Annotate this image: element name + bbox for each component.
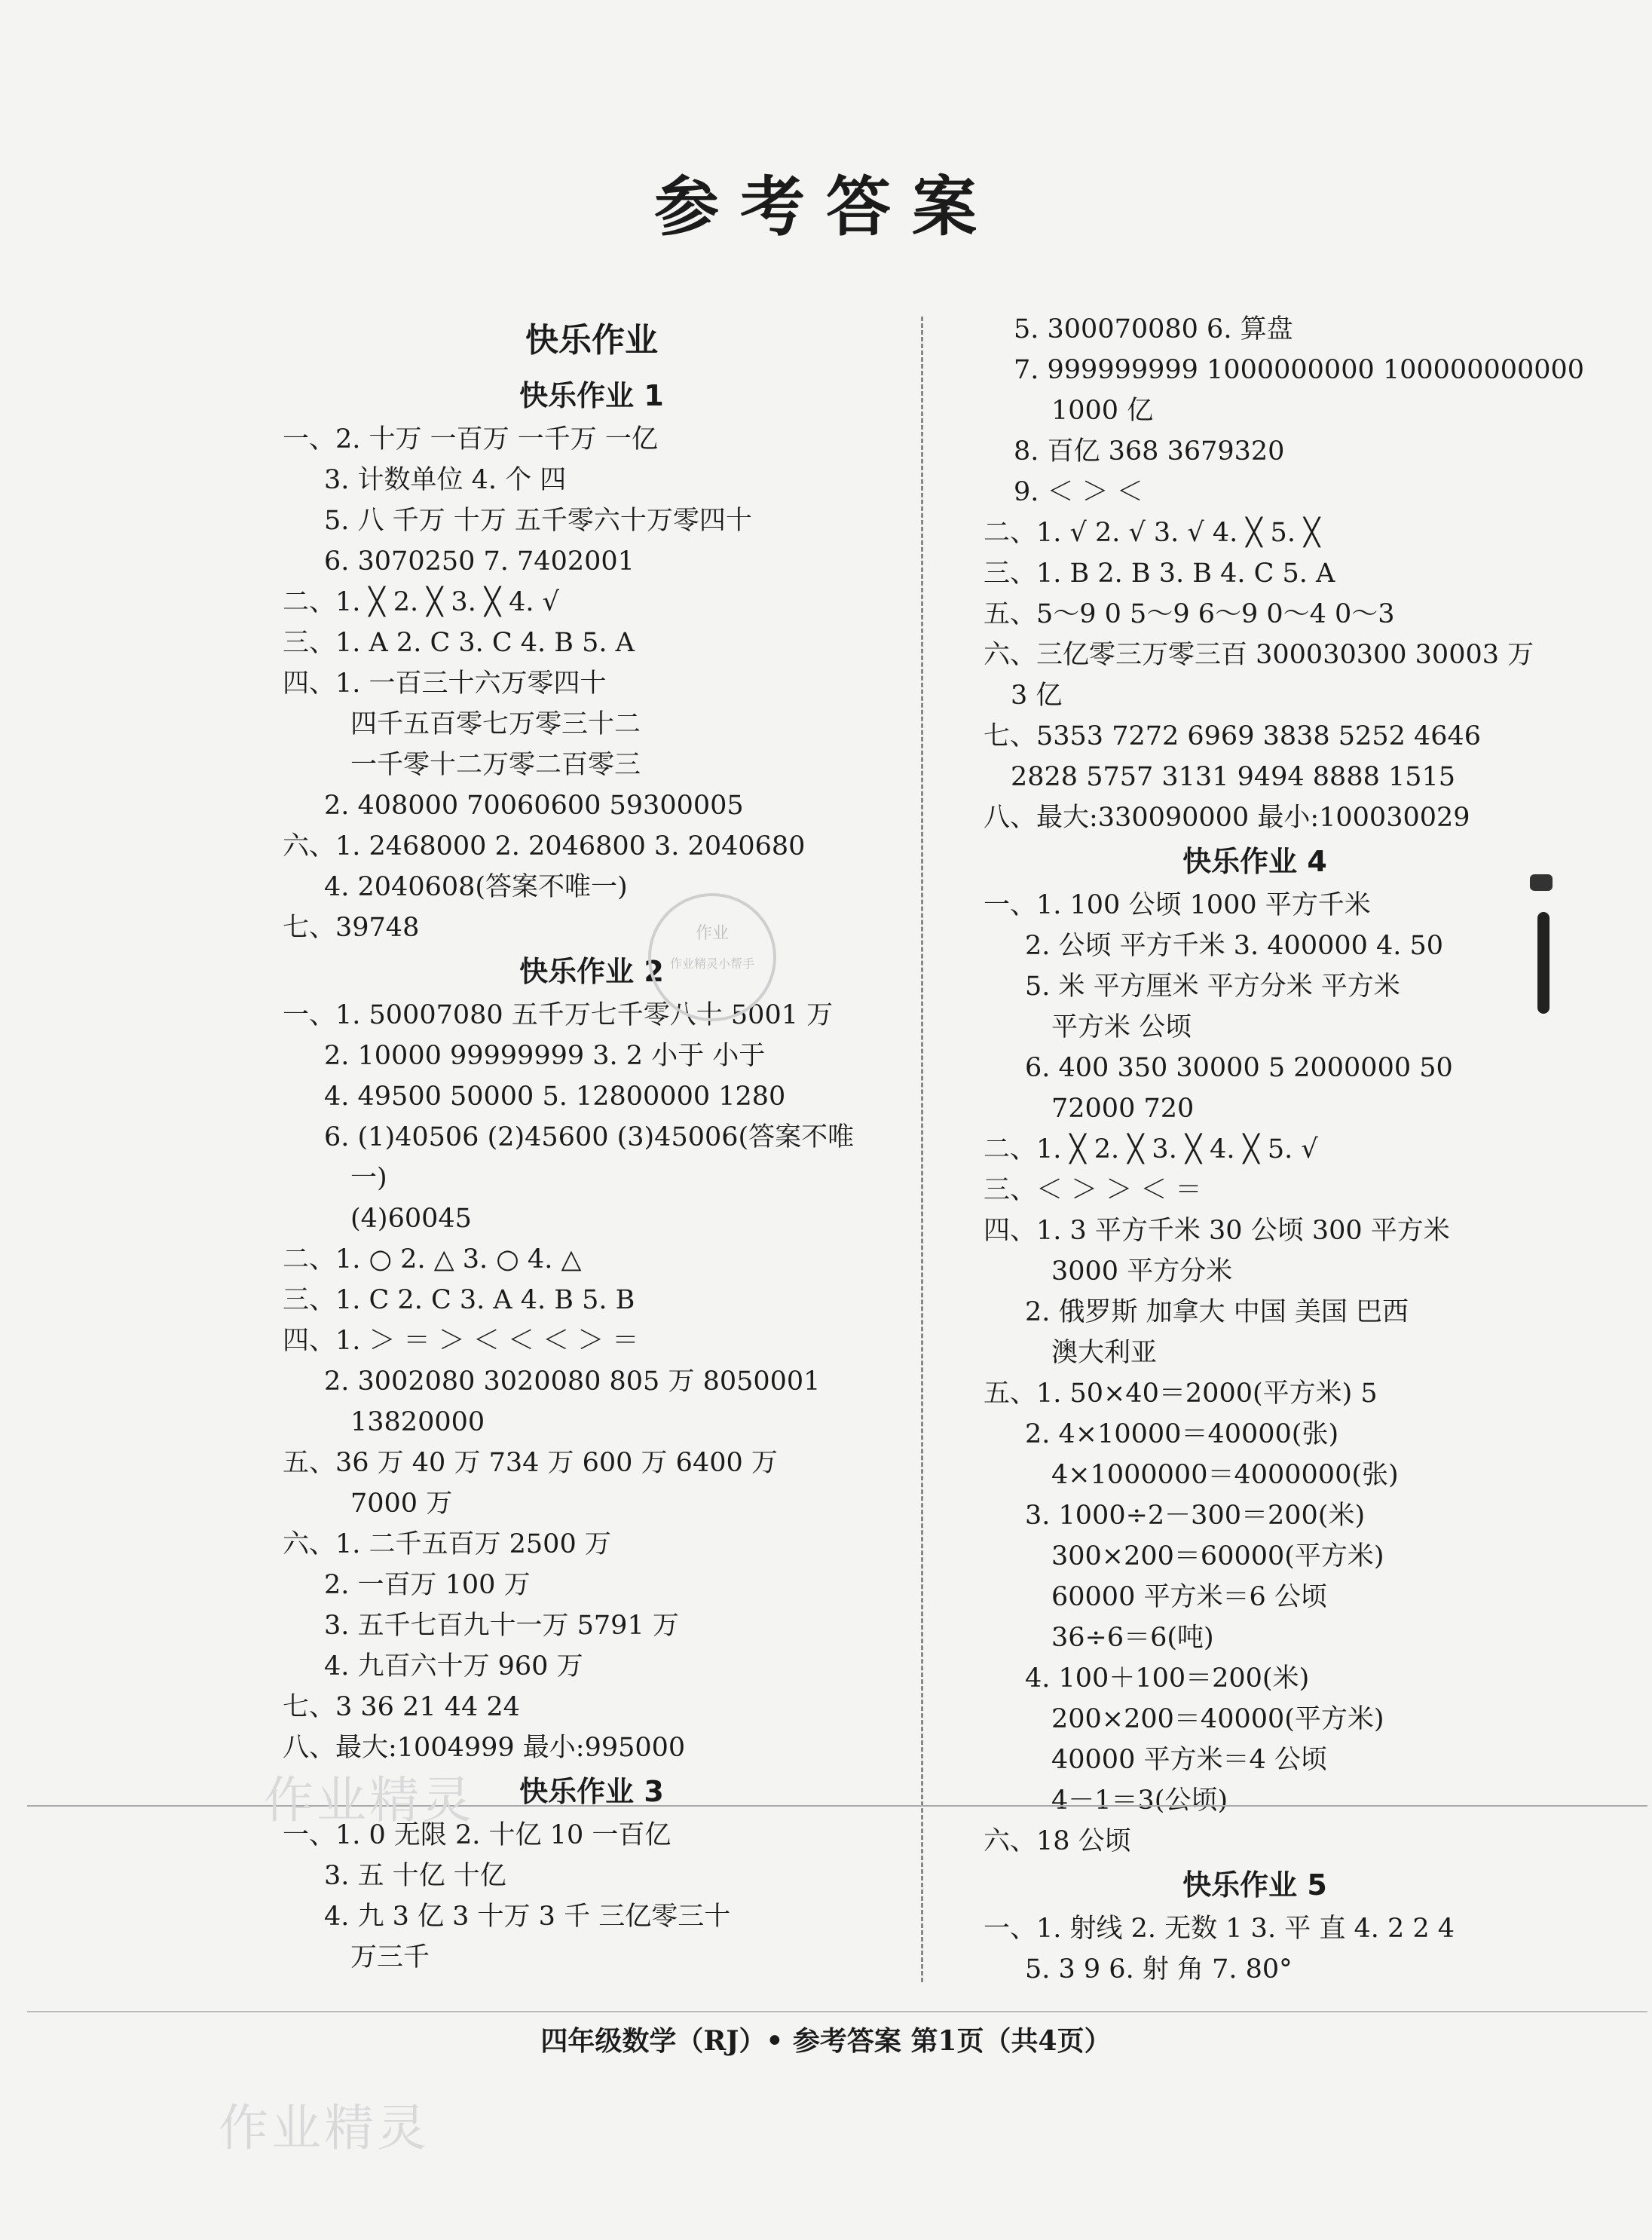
- answer-line: 四、1. 一百三十六万零四十: [283, 669, 607, 699]
- stamp-text: 作业精灵小帮手: [669, 956, 754, 971]
- answer-line: 一、1. 0 无限 2. 十亿 10 一百亿: [283, 1820, 672, 1850]
- section-heading: 快乐作业 1: [519, 379, 664, 412]
- answer-line: 澳大利亚: [1051, 1338, 1158, 1368]
- answer-line: 5. 3 9 6. 射 角 7. 80°: [1025, 1954, 1293, 1984]
- answer-line: 三、1. A 2. C 3. C 4. B 5. A: [283, 628, 635, 658]
- answer-line: 9. ＜ ＞ ＜: [1014, 477, 1143, 507]
- answer-line: 36÷6＝6(吨): [1051, 1623, 1214, 1653]
- answer-line: 六、1. 2468000 2. 2046800 3. 2040680: [283, 831, 806, 861]
- answer-line: 4. 49500 50000 5. 12800000 1280: [324, 1082, 786, 1112]
- answer-line: 3. 五千七百九十一万 5791 万: [324, 1611, 679, 1641]
- answer-line: 四千五百零七万零三十二: [350, 709, 641, 739]
- answer-line: 一、1. 100 公顷 1000 平方千米: [984, 890, 1371, 920]
- answer-line: 13820000: [350, 1407, 485, 1437]
- page-title: 参考答案: [654, 170, 998, 245]
- page-footer: 四年级数学（RJ）• 参考答案 第1页（共4页）: [540, 2025, 1112, 2057]
- answer-line: 4. 九百六十万 960 万: [324, 1651, 583, 1682]
- answer-line: 4. 100＋100＝200(米): [1025, 1663, 1310, 1694]
- section-heading: 快乐作业 4: [1182, 845, 1327, 878]
- watermark-text: 作业精灵: [219, 2099, 430, 2157]
- answer-line: 三、1. B 2. B 3. B 4. C 5. A: [984, 558, 1335, 589]
- column-divider: [921, 317, 923, 1982]
- answer-line: 3. 1000÷2－300＝200(米): [1025, 1501, 1366, 1531]
- answer-line: 二、1. ╳ 2. ╳ 3. ╳ 4. ╳ 5. √: [984, 1134, 1318, 1164]
- ink-mark: [1537, 912, 1550, 1014]
- answer-line: 四、1. 3 平方千米 30 公顷 300 平方米: [984, 1216, 1450, 1246]
- right-column: [984, 309, 1585, 1990]
- ink-mark: [1530, 874, 1553, 891]
- answer-line: 7. 999999999 1000000000 100000000000: [1014, 355, 1585, 385]
- answer-line: 6. (1)40506 (2)45600 (3)45006(答案不唯: [324, 1122, 855, 1152]
- answer-line: 七、39748: [283, 913, 420, 943]
- answer-line: 六、1. 二千五百万 2500 万: [283, 1529, 611, 1559]
- answer-line: 五、1. 50×40＝2000(平方米) 5: [984, 1379, 1378, 1409]
- answer-line: 2. 公顷 平方千米 3. 400000 4. 50: [1025, 931, 1444, 961]
- answer-line: 2. 3002080 3020080 805 万 8050001: [324, 1366, 821, 1397]
- answer-line: 200×200＝40000(平方米): [1051, 1704, 1384, 1734]
- answer-line: 2. 4×10000＝40000(张): [1025, 1419, 1339, 1449]
- answer-line: 2. 10000 99999999 3. 2 小于 小于: [324, 1041, 766, 1071]
- answer-line: 八、最大:1004999 最小:995000: [283, 1733, 686, 1763]
- answer-line: 4×1000000＝4000000(张): [1051, 1460, 1399, 1490]
- answer-line: 七、3 36 21 44 24: [283, 1692, 520, 1722]
- watermark-stamp: [648, 893, 776, 1021]
- answer-line: 72000 720: [1051, 1094, 1195, 1124]
- answer-line: 平方米 公顷: [1051, 1012, 1192, 1042]
- answer-line: 二、1. ╳ 2. ╳ 3. ╳ 4. √: [283, 587, 559, 617]
- answer-line: 4－1＝3(公顷): [1051, 1786, 1228, 1816]
- section-heading: 快乐作业 2: [519, 955, 664, 988]
- answer-line: 5. 米 平方厘米 平方分米 平方米: [1025, 972, 1400, 1002]
- answer-line: 3. 五 十亿 十亿: [324, 1861, 506, 1891]
- section-heading: 快乐作业 3: [519, 1775, 664, 1808]
- answer-line: 二、1. ○ 2. △ 3. ○ 4. △: [283, 1244, 582, 1275]
- answer-line: 4. 九 3 亿 3 十万 3 千 三亿零三十: [324, 1902, 731, 1932]
- answer-line: 6. 400 350 30000 5 2000000 50: [1025, 1053, 1453, 1083]
- answer-line: 一): [350, 1163, 387, 1193]
- answer-line: 一、1. 射线 2. 无数 1 3. 平 直 4. 2 2 4: [984, 1914, 1455, 1944]
- answer-line: 3. 计数单位 4. 个 四: [324, 465, 567, 495]
- answer-line: 4. 2040608(答案不唯一): [324, 872, 628, 902]
- answer-line: 二、1. √ 2. √ 3. √ 4. ╳ 5. ╳: [984, 518, 1320, 548]
- answer-line: 五、36 万 40 万 734 万 600 万 6400 万: [283, 1448, 778, 1478]
- answer-line: 40000 平方米＝4 公顷: [1051, 1745, 1327, 1775]
- stamp-text: 作业: [695, 924, 729, 943]
- answer-line: 1000 亿: [1051, 396, 1154, 426]
- answer-line: 六、18 公顷: [984, 1826, 1131, 1856]
- answer-line: 一千零十二万零二百零三: [350, 750, 641, 780]
- answer-line: 五、5～9 0 5～9 6～9 0～4 0～3: [984, 599, 1395, 629]
- answer-line: 300×200＝60000(平方米): [1051, 1541, 1384, 1571]
- answer-line: (4)60045: [350, 1204, 472, 1234]
- answer-line: 2828 5757 3131 9494 8888 1515: [1011, 762, 1456, 792]
- answer-line: 八、最大:330090000 最小:100030029: [984, 803, 1470, 833]
- answer-line: 四、1. ＞ ＝ ＞ ＜ ＜ ＜ ＞ ＝: [283, 1326, 639, 1356]
- watermark-text: 作业精灵: [264, 1771, 475, 1829]
- answer-line: 7000 万: [350, 1489, 453, 1519]
- footer-rule: [27, 2011, 1647, 2012]
- answer-line: 5. 300070080 6. 算盘: [1014, 314, 1293, 344]
- answer-line: 3 亿: [1011, 681, 1063, 711]
- section-heading: 快乐作业 5: [1182, 1868, 1327, 1902]
- answer-line: 8. 百亿 368 3679320: [1014, 436, 1285, 467]
- answer-line: 六、三亿零三万零三百 300030300 30003 万: [984, 640, 1534, 670]
- answer-line: 2. 一百万 100 万: [324, 1570, 531, 1600]
- left-column: [283, 309, 901, 1978]
- answer-line: 万三千: [350, 1942, 430, 1972]
- answer-line: 三、＜ ＞ ＞ ＜ ＝: [984, 1175, 1202, 1205]
- answer-line: 七、5353 7272 6969 3838 5252 4646: [984, 721, 1482, 751]
- answer-line: 一、1. 50007080 五千万七千零八十 5001 万: [283, 1000, 834, 1030]
- answer-line: 三、1. C 2. C 3. A 4. B 5. B: [283, 1285, 635, 1315]
- section-heading: 快乐作业: [525, 321, 658, 360]
- answer-line: 2. 408000 70060600 59300005: [324, 791, 744, 821]
- answer-line: 60000 平方米＝6 公顷: [1051, 1582, 1327, 1612]
- answer-line: 2. 俄罗斯 加拿大 中国 美国 巴西: [1025, 1297, 1409, 1327]
- answer-line: 3000 平方分米: [1051, 1256, 1233, 1287]
- answer-line: 一、2. 十万 一百万 一千万 一亿: [283, 424, 658, 454]
- answer-line: 5. 八 千万 十万 五千零六十万零四十: [324, 506, 752, 536]
- answer-line: 6. 3070250 7. 7402001: [324, 546, 635, 577]
